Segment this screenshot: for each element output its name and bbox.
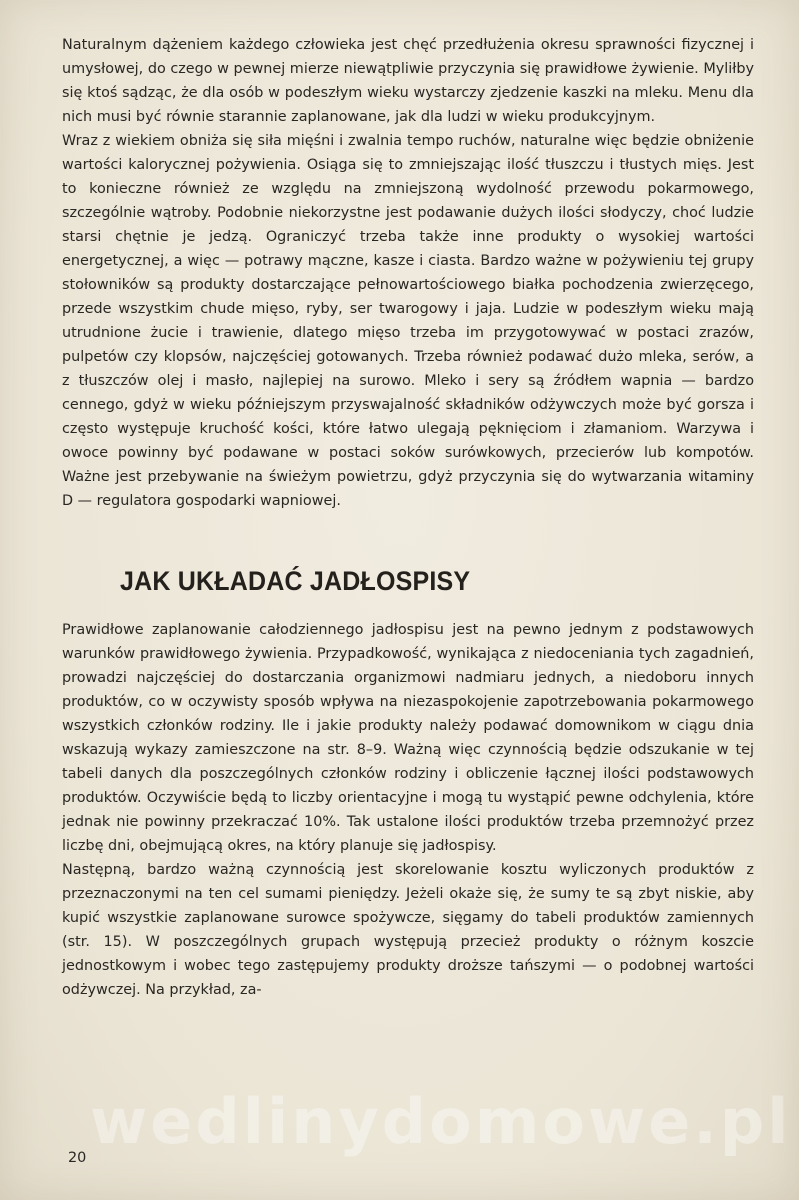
watermark: wedlinydomowe.pl xyxy=(90,1085,792,1158)
paragraph-cost-correlation: Następną, bardzo ważną czynnością jest skorelowanie kosztu wyliczonych produktów z przeznaczonymi na ten cel sumami pieniędzy. Jeżeli okaże się, że sumy te są zbyt niskie, aby kupić wszystkie zaplanowane surowce spożywcze, sięgamy do tabeli produktów zamiennych (str. 15). W poszczególnych grupach występują przecież produkty o różnym koszcie jednostkowym i wobec tego zastępujemy produkty droższe tańszymi — o podobnej wartości odżywczej. Na przykład, za- xyxy=(62,862,754,998)
section-heading: JAK UKŁADAĆ JADŁOSPISY xyxy=(120,566,471,597)
paragraph-elderly-nutrition: Wraz z wiekiem obniża się siła mięśni i zwalnia tempo ruchów, naturalne więc będzie obniżenie wartości kalorycznej pożywienia. Osiąga się to zmniejszając ilość tłuszczu i tłustych mięs. Jest to konieczne również ze względu na zmniejszoną wydolność przewodu pokarmowego, szczególnie wątroby. Podobnie niekorzystne jest podawanie dużych ilości słodyczy, choć ludzie starsi chętnie je jedzą. Ograniczyć trzeba także inne produkty o wysokiej wartości energetycznej, a więc — potrawy mączne, kasze i ciasta. Bardzo ważne w pożywieniu tej grupy stołowników są produkty dostarczające pełnowartościowego białka pochodzenia zwierzęcego, przede wszystkim chude mięso, ryby, ser twarogowy i jaja. Ludzie w podeszłym wieku mają utrudnione żucie i trawienie, dlatego mięso trzeba im przygotowywać w postaci zrazów, pulpetów czy klopsów, najczęściej gotowanych. Trzeba również podawać dużo mleka, serów, a z tłuszczów olej i masło, najlepiej na surowo. Mleko i sery są źródłem wapnia — bardzo cennego, gdyż w wieku późniejszym przyswajalność składników odżywczych może być gorsza i często występuje kruchość kości, które łatwo ulegają pęknięciom i złamaniom. Warzywa i owoce powinny być podawane w postaci soków surówkowych, przecierów lub kompotów. Ważne jest przebywanie na świeżym powietrzu, gdyż przyczynia się do wytwarzania witaminy D — regulatora gospodarki wapniowej. xyxy=(62,133,754,509)
paragraph-menu-planning: Prawidłowe zaplanowanie całodziennego jadłospisu jest na pewno jednym z podstawowych warunków prawidłowego żywienia. Przypadkowość, wynikająca z niedoceniania tych zagadnień, prowadzi najczęściej do dostarczania organizmowi nadmiaru jednych, a niedoboru innych produktów, co w oczywisty sposób wpływa na niezaspokojenie zapotrzebowania pokarmowego wszystkich członków rodziny. Ile i jakie produkty należy podawać domownikom w ciągu dnia wskazują wykazy zamieszczone na str. 8–9. Ważną więc czynnością będzie odszukanie w tej tabeli danych dla poszczególnych członków rodziny i obliczenie łącznej ilości podstawowych produktów. Oczywiście będą to liczby orientacyjne i mogą tu wystąpić pewne odchylenia, które jednak nie powinny przekraczać 10%. Tak ustalone ilości produktów trzeba przemnożyć przez liczbę dni, obejmującą okres, na który planuje się jadłospisy. xyxy=(62,622,754,854)
page-number: 20 xyxy=(68,1150,87,1166)
paragraph-elderly-intro: Naturalnym dążeniem każdego człowieka jest chęć przedłużenia okresu sprawności fizycznej i umysłowej, do czego w pewnej mierze niewątpliwie przyczynia się prawidłowe żywienie. Myliłby się ktoś sądząc, że dla osób w podeszłym wieku wystarczy zjedzenie kaszki na mleku. Menu dla nich musi być równie starannie zaplanowane, jak dla ludzi w wieku produkcyjnym. xyxy=(62,37,754,125)
page-content xyxy=(62,33,754,1002)
